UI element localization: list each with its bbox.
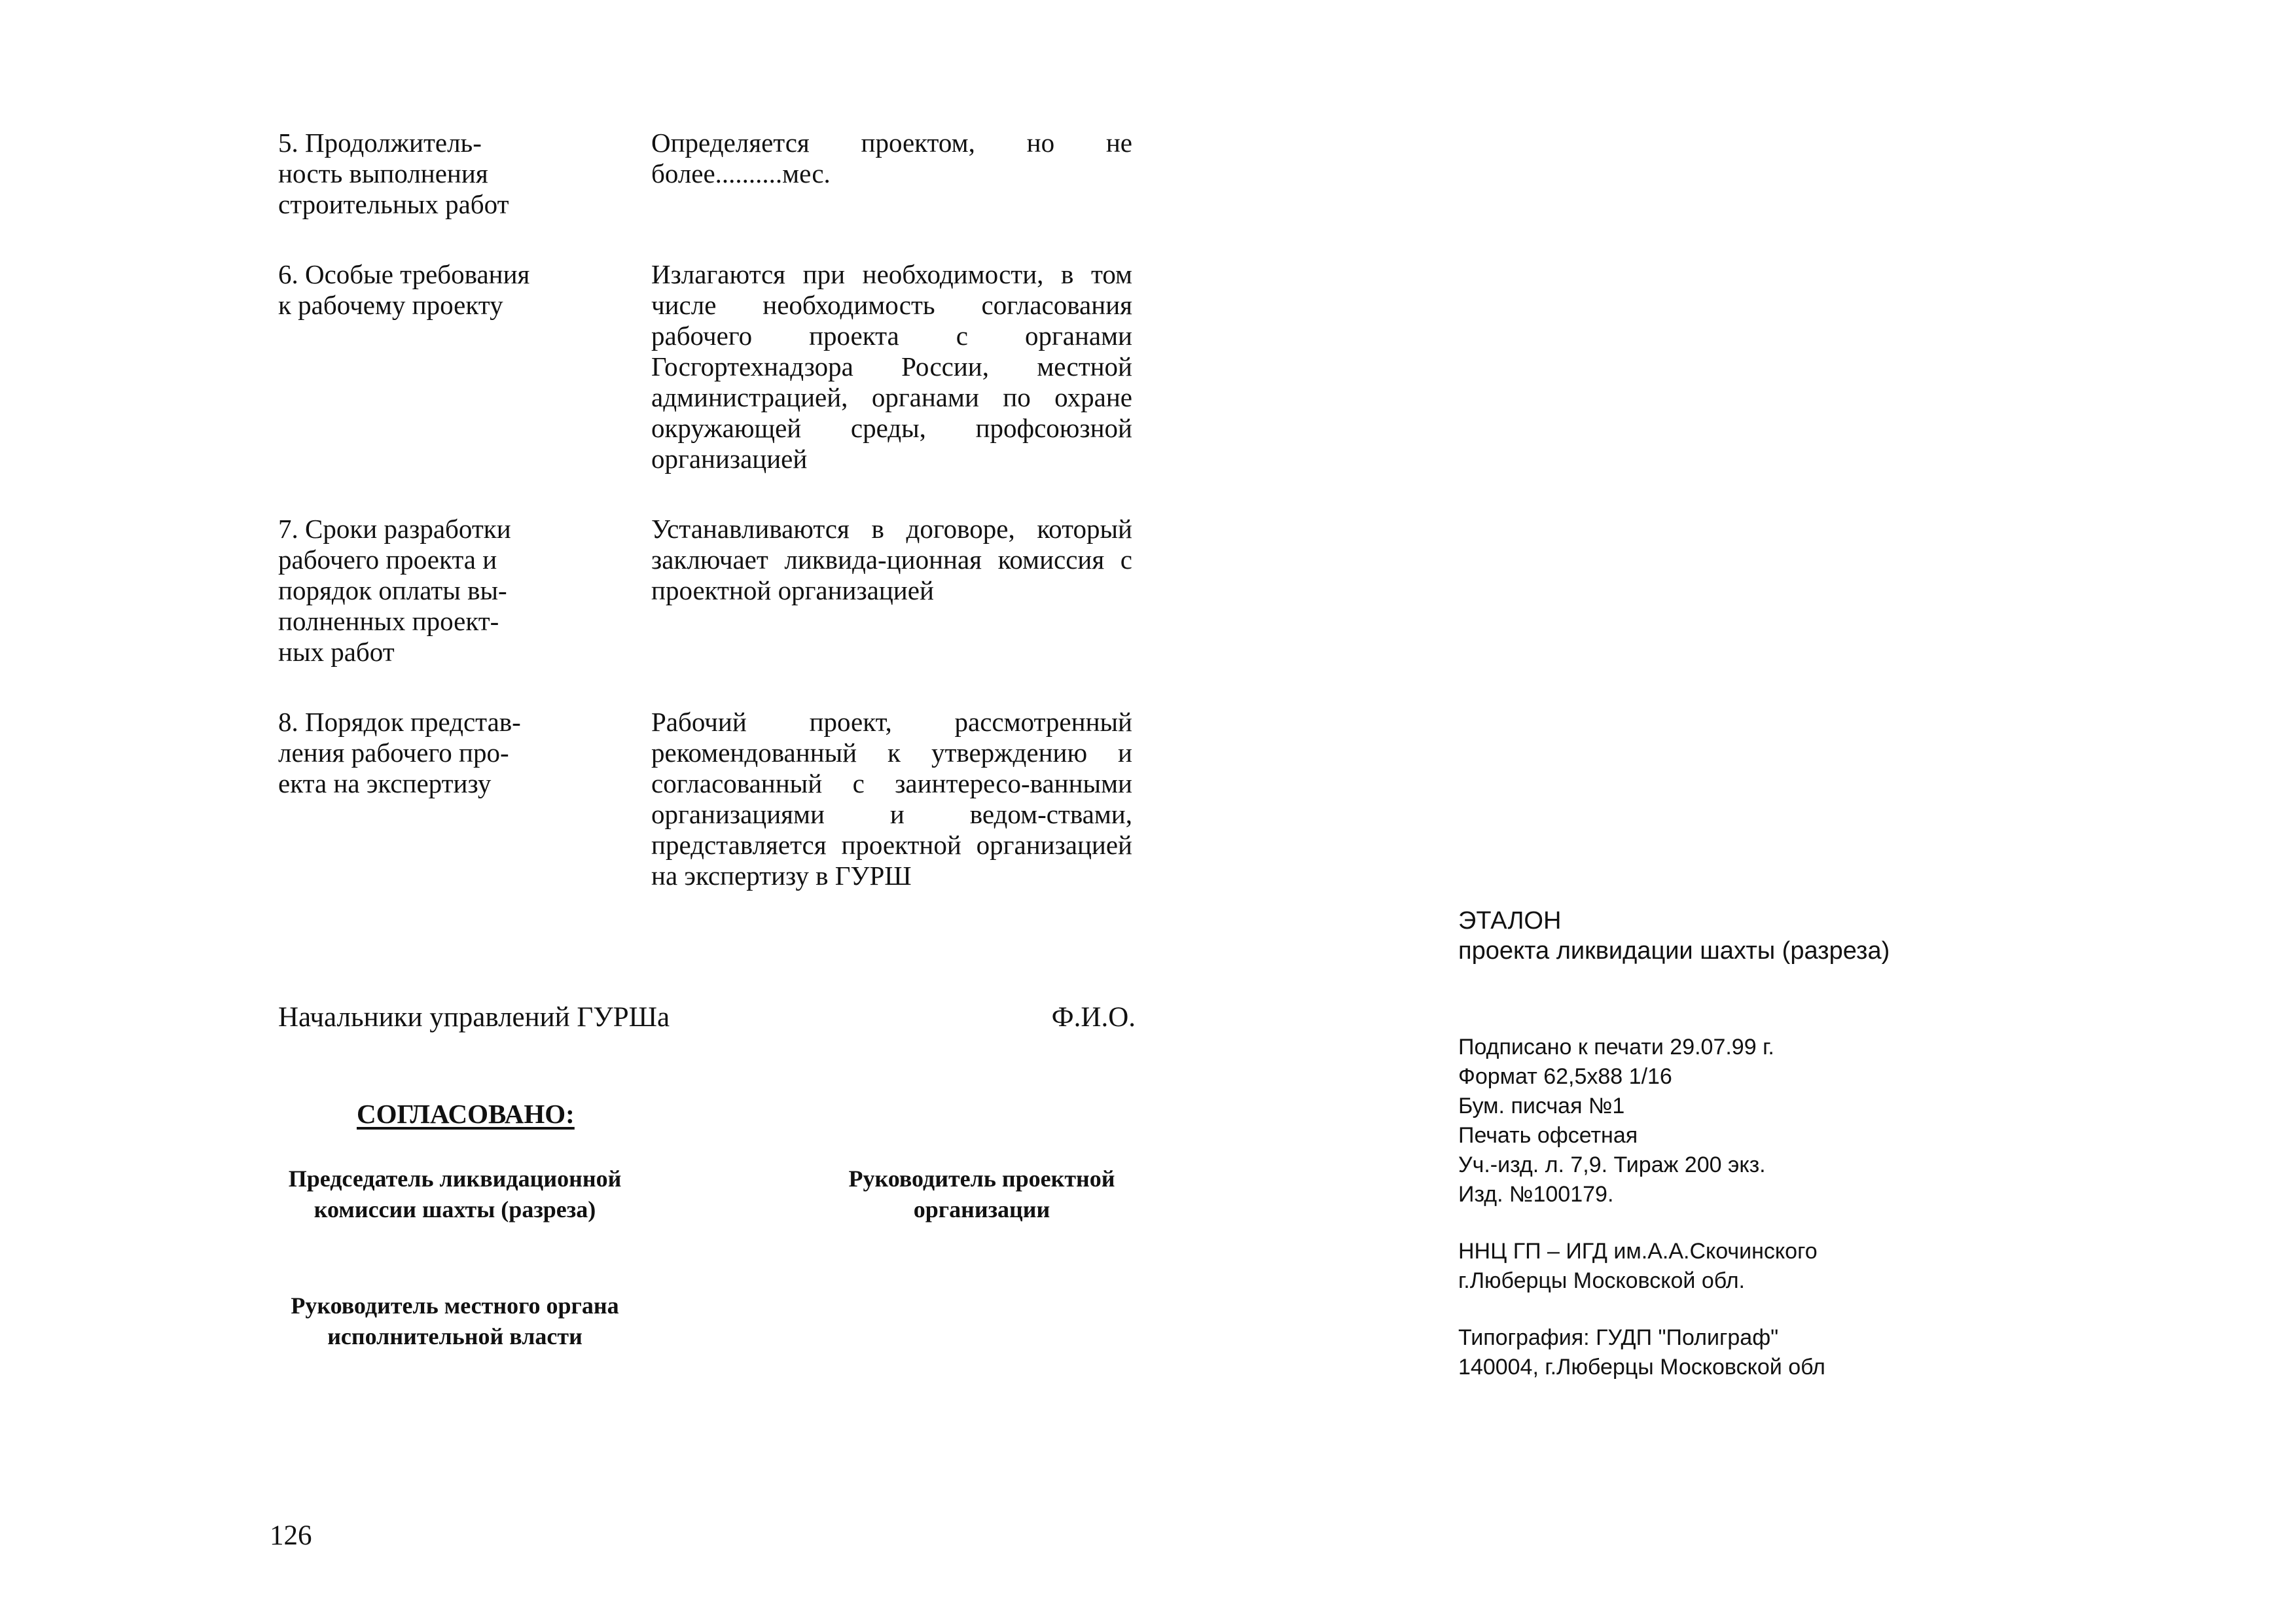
print-info-line: Печать офсетная — [1458, 1123, 1638, 1148]
print-info-line: Бум. писчая №1 — [1458, 1094, 1625, 1118]
requirement-label: 7. Сроки разработки рабочего проекта и порядок оплаты вы- полненных проект- ных работ — [278, 514, 511, 667]
chairman-signature-block: Председатель ликвидационной комиссии шахты (разреза) — [288, 1166, 622, 1222]
requirement-row — [278, 259, 1136, 474]
printer-info — [1458, 1323, 1825, 1382]
print-info-line: Формат 62,5х88 1/16 — [1458, 1064, 1672, 1089]
requirement-value: Излагаются при необходимости, в том числе необходимость согласования рабочего проекта с органами Госгортехнадзора России, местной администрацией, органами по охране окружающей среды, профсоюзной организацией — [651, 259, 1132, 474]
requirement-label: 5. Продолжитель- ность выполнения строительных работ — [278, 128, 509, 219]
chiefs-fio: Ф.И.О. — [1051, 1002, 1136, 1033]
printer-line: Типография: ГУДП "Полиграф" — [1458, 1325, 1779, 1350]
print-info — [1458, 1033, 1825, 1209]
agreed-heading: СОГЛАСОВАНО: — [357, 1099, 575, 1129]
requirements-table — [278, 128, 1136, 931]
publisher-line: ННЦ ГП – ИГД им.А.А.Скочинского — [1458, 1239, 1818, 1264]
page-number: 126 — [270, 1520, 312, 1551]
requirement-value: Определяется проектом, но не более..........мес. — [651, 128, 1132, 188]
publisher-line: г.Люберцы Московской обл. — [1458, 1268, 1745, 1293]
print-info-line: Уч.-изд. л. 7,9. Тираж 200 экз. — [1458, 1152, 1766, 1177]
chiefs-signature-line — [278, 1001, 1136, 1033]
publisher-info — [1458, 1237, 1825, 1296]
local-authority-signature-block: Руководитель местного органа исполнительной власти — [291, 1293, 619, 1349]
requirement-row — [278, 707, 1136, 891]
colophon-heading — [1458, 906, 1890, 966]
printer-line: 140004, г.Люберцы Московской обл — [1458, 1355, 1825, 1380]
requirement-row — [278, 514, 1136, 668]
requirement-row — [278, 128, 1136, 220]
colophon — [1458, 1033, 1825, 1410]
requirement-value: Устанавливаются в договоре, который заключает ликвида-ционная комиссия с проектной организацией — [651, 514, 1132, 605]
chiefs-title: Начальники управлений ГУРШа — [278, 1002, 670, 1033]
requirement-label: 6. Особые требования к рабочему проекту — [278, 259, 530, 320]
requirement-value: Рабочий проект, рассмотренный рекомендованный к утверждению и согласованный с заинтересо-ванными организациями и ведом-ствами, представляется проектной организацией на экспертизу в ГУРШ — [651, 707, 1132, 891]
requirement-label: 8. Порядок представ- ления рабочего про- екта на экспертизу — [278, 707, 521, 798]
colophon-title: ЭТАЛОН — [1458, 907, 1562, 935]
designer-signature-block: Руководитель проектной организации — [848, 1166, 1115, 1222]
colophon-subtitle: проекта ликвидации шахты (разреза) — [1458, 937, 1890, 965]
print-info-line: Подписано к печати 29.07.99 г. — [1458, 1035, 1774, 1060]
print-info-line: Изд. №100179. — [1458, 1182, 1614, 1207]
